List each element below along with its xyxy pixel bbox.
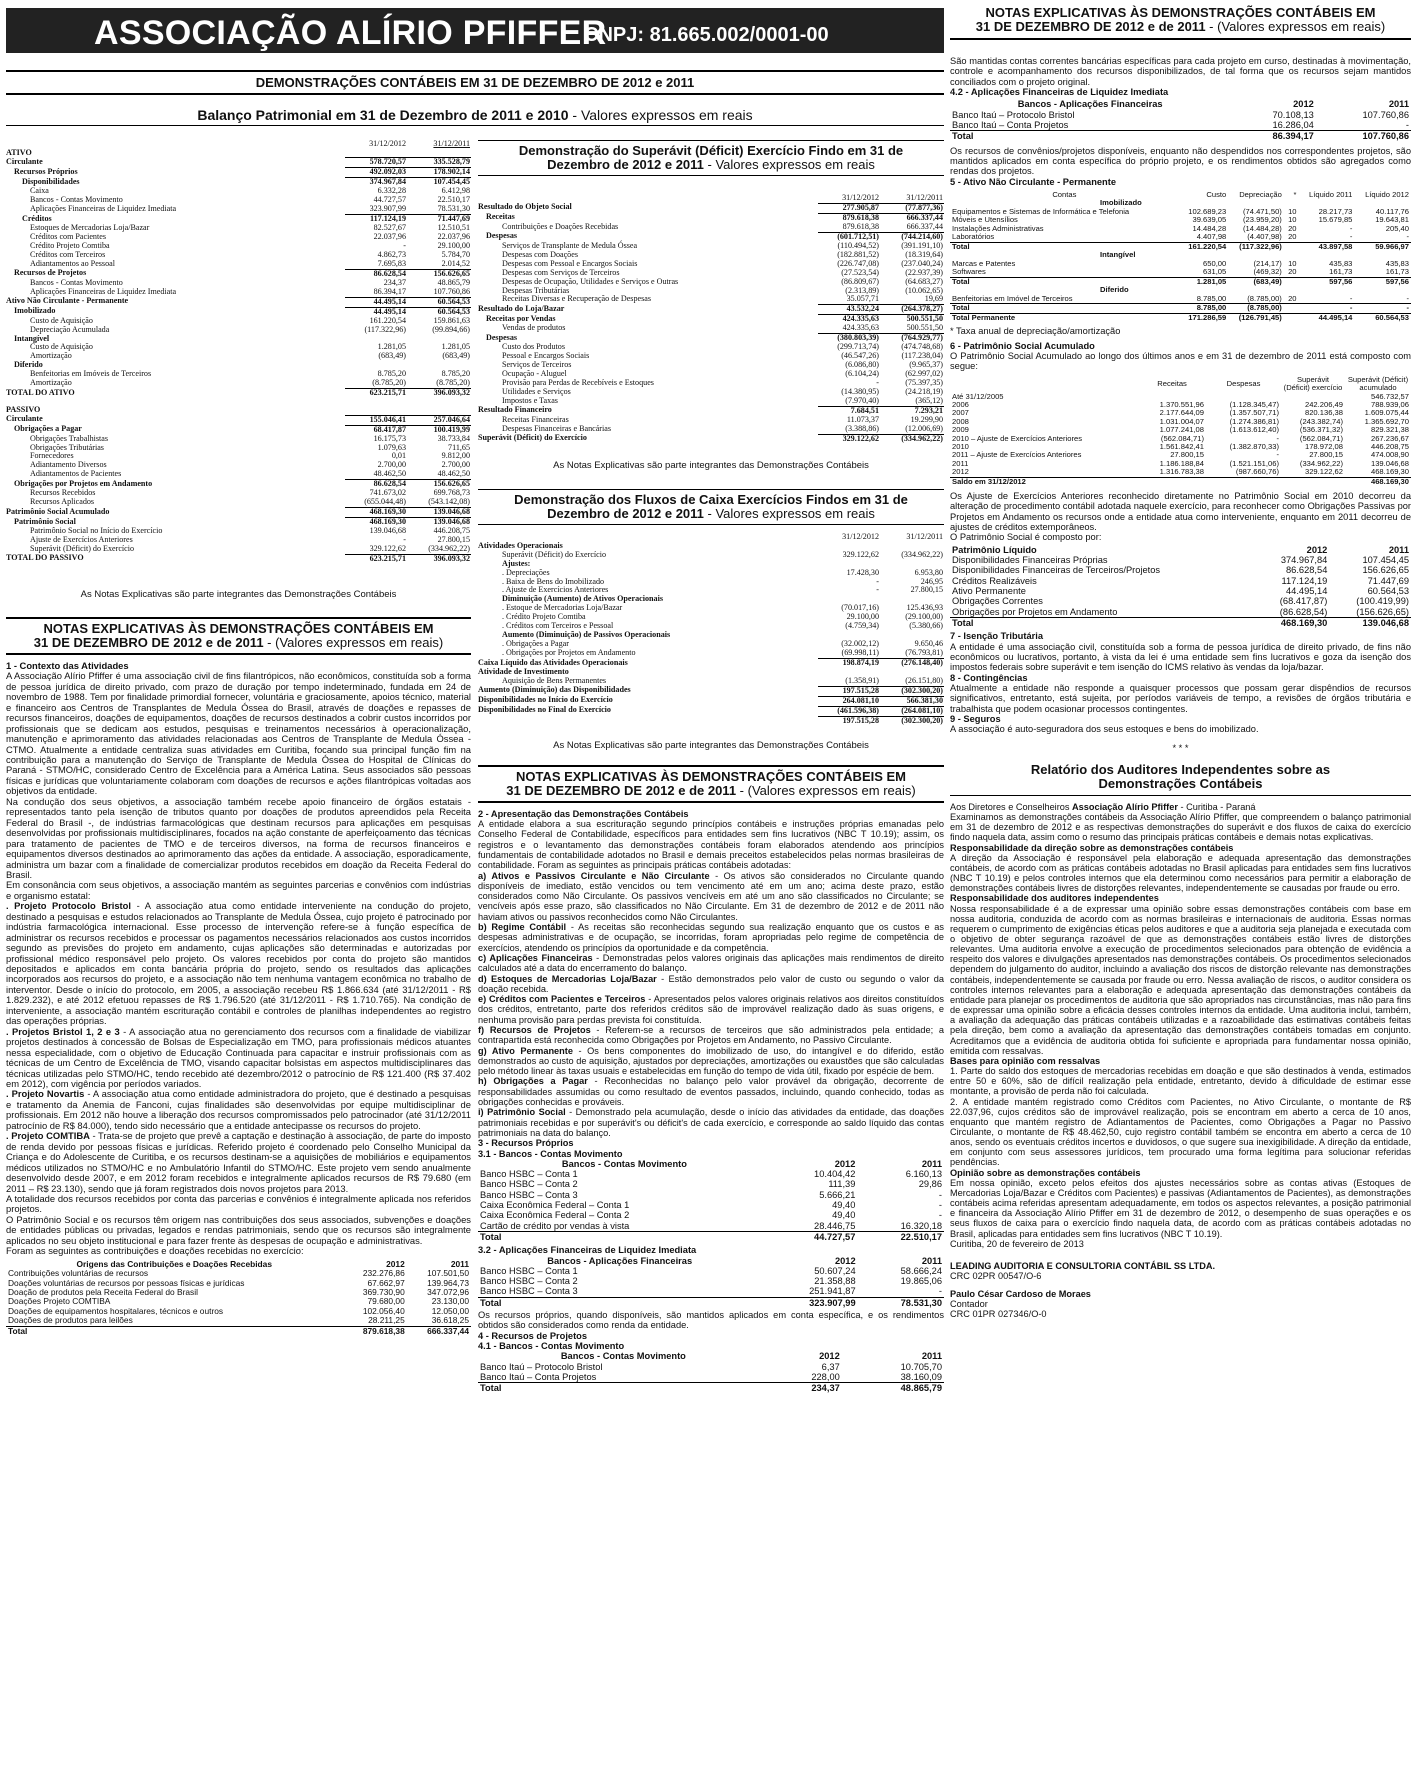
table-row: Despesas com Serviços de Terceiros (27.523,54) (22.937,39) [502,267,943,277]
table-row: Instalações Administrativas 14.484,28 (14.484,28) 20 - 205,40 [952,223,1409,233]
table-row: Custo de Aquisição 1.281,05 1.281,05 [30,342,470,352]
table-row: Custo dos Produtos (299.713,74) (474.748,68) [502,342,943,352]
balance-title-suffix: - Valores expressos em reais [568,107,753,123]
proj-table: Bancos - Contas Movimento 2012 2011 Banco Itaú – Protocolo Bristol 6,37 10.705,70 Banco Itaú – Conta Projetos 228,00 38.160,09 Total 234,37 48.865,79 [480,1351,942,1394]
table-row: TOTAL DO PASSIVO 623.215,71 396.093,32 [6,553,470,563]
table-row: Depreciação Acumulada (117.322,96) (99.894,66) [30,324,470,334]
table-row: Caixa 6.332,28 6.412,98 [30,186,470,196]
table-row: Atividade de Investimento [478,667,569,677]
table-row: Custo de Aquisição 161.220,54 159.861,63 [30,315,470,325]
table-row: Ativo Não Circulante - Permanente 44.495,14 60.564,53 [6,296,470,306]
table-row: Bancos - Contas Movimento 234,37 48.865,79 [30,277,470,287]
table-row: Circulante 578.720,57 335.528,79 [6,156,470,167]
masthead [6,8,944,53]
table-row: Utilidades e Serviços (14.380,95) (24.218,19) [502,387,943,397]
table-row: 2007 2.177.644,09 (1.357.507,71) 820.136,38 1.609.075,44 [952,408,1409,418]
table-row: Aplicações Financeiras de Liquidez Imediata 86.394,17 107.760,86 [30,286,470,296]
notes-right-body: São mantidas contas correntes bancárias específicas para cada projeto em curso, destinadas à movimentação, controle e acompanhamento dos recursos disponibilizados, de tal forma que os recursos sejam mantidos conciliados com o projeto original. 4.2 - Aplicações Financeiras de Liquidez Imediata [950,56,1411,98]
table-row: Total 323.907,99 78.531,30 [480,1297,942,1308]
table-row: Superávit (Déficit) do Exercício 329.122,62 (334.962,22) [478,433,943,443]
cnpj: CNPJ: 81.665.002/0001-00 [584,24,829,46]
table-row: Despesas de Ocupação, Utilidades e Serviços e Outras (86.809,67) (64.683,27) [502,276,943,286]
table-row: Créditos 117.124,19 71.447,69 [22,213,470,224]
table-row: Doações de produtos para leilões 28.211,25 36.618,25 [8,1315,469,1326]
auditors-title: Relatório dos Auditores Independentes sobre as [1030,761,1331,777]
table-row: Receitas 879.618,38 666.337,44 [486,212,943,222]
table-row: Amortização (683,49) (683,49) [30,351,470,361]
table-row: Receitas por Vendas 424.335,63 500.551,50 [486,313,943,324]
table-row: Circulante 155.046,41 257.046,64 [6,414,470,424]
table-row: Banco HSBC – Conta 3 251.941,87 - [480,1286,942,1297]
table-row: Total Permanente 171.286,59 (126.791,45) 44.495,14 60.564,53 [952,312,1409,322]
table-row: Ativo Permanente 44.495,14 60.564,53 [952,586,1409,596]
table-row: Banco Itaú – Conta Projetos 16.286,04 - [952,119,1409,130]
table-row: Créditos Realizáveis 117.124,19 71.447,69 [952,575,1409,586]
table-row: . Obrigações por Projetos em Andamento (69.998,11) (76.793,81) [502,648,943,658]
main-title-block [6,70,944,95]
table-row: Caixa Econômica Federal – Conta 1 49,40 - [480,1200,942,1211]
association-name: ASSOCIAÇÃO ALÍRIO PFIFFER [94,14,607,52]
table-row: Intangível [14,333,50,343]
table-row: Obrigações Trabalhistas 16.175,73 38.733,84 [30,433,470,443]
surplus-table: 31/12/2012 31/12/2011 Resultado do Objeto Social 277.905,87 (77.877,36) Receitas 879.618,38 666.337,44 Contribuições e Doações Recebidas 879.618,38 666.337,44 Despesas (601.712,51) (744.214,60) Serviços de Transplante de Medula Óssea (110.494,52) (391.191,10) Despesas com Doações (182.881,52) (18.319,64) Despesas com Pessoal e Encargos Sociais (226.747,08) (237.040,24) Despesas com Serviços de Terceiros (27.523,54) (22.937,39) Despesas de Ocupação, Utilidades e Serviços e Outras (86.809,67) (64.683,27) Despesas Tributárias (2.313,89) (10.062,65) Receitas Diversas e Recuperação de Despesas 35.057,71 19,69 Resultado do Loja/Bazar 43.532,24 (264.378,27) Receitas por Vendas 424.335,63 500.551,50 Vendas de produtos 424.335,63 500.551,50 Despesas (380.803,39) (764.929,77) Custo dos Produtos (299.713,74) (474.748,68) Pessoal e Encargos Sociais (46.547,26) (117.238,04) Serviços de Terceiros (6.086,80) (9.965,37) Ocupação - Aluguel (6.104,24) (62.997,02) Provisão para Perdas de Recebíveis e Estoques - (75.397,35) Utilidades e Serviços (14.380,95) (24.218,19) Impostos e Taxas (7.970,40) (365,12) Resultado Financeiro 7.684,51 7.293,21 Receitas Financeiras 11.073,37 19.299,90 Despesas Financeiras e Bancárias (3.388,86) (12.006,69) Superávit (Déficit) do Exercício 329.122,62 (334.962,22) [478,193,943,443]
notes-mid-body: 2 - Apresentação das Demonstrações Contábeis A entidade elabora a sua escrituração segundo princípios contábeis e instruções próprias emanadas pelo Conselho Federal de Contabilidade, específicos para entidades sem fins lucrativos (NBC T 10.19); assim, os registros e o levantamento das demonstrações contábeis foram elaborados atendendo aos princípios fundamentais de contabilidade adotados no Brasil e demais preceitos estabelecidos pelas normas brasileiras de contabilidade. Foram as seguintes as principais práticas contábeis adotadas: a) Ativos e Passivos Circulante e Não Circulante - Os ativos são considerados no Circulante quando disponíveis de imediato, estão vencidos ou tem vencimento até em um ano; acima deste prazo, estão considerados como Não Circulante. Os passivos vencíveis em até um ano são classificados no Circulante; se vencíveis após esse prazo, são classificados no Não Circulante. Em 31 de dezembro de 2012 e de 2011 não haviam ativos ou passivos reconhecidos como Não Circulantes. b) Regime Contábil - As receitas são reconhecidas segundo sua realização enquanto que os custos e as despesas administrativas e de ocupação, se incorridas, foram apropriadas pelo regime de competência de exercícios, atendendo os princípios da oportunidade e da competência. c) Aplicações Financeiras - Demonstradas pelos valores originais das aplicações mais rendimentos de direito calculados até a data do encerramento do balanço. d) Estoques de Mercadorias Loja/Bazar - Estão demonstrados pelo valor de custo ou segundo o valor da doação recebida. e) Créditos com Pacientes e Terceiros - Apresentados pelos valores originais relativos aos direitos constituídos dos créditos, entretanto, parte dos referidos créditos são de improvável realização dado às suas origens, e nenhuma provisão para perdas prevista foi constituída. f) Recursos de Projetos - Referem-se a recursos de terceiros que são administrados pela entidade; a contrapartida está reconhecida como Obrigações por Projetos em Andamento, no Passivo Circulante. g) Ativo Permanente - Os bens componentes do imobilizado de uso, do intangível e do diferido, estão demonstrados ao custo de aquisição, ajustados por depreciações, amortizações ou exaustões que são calculadas pelo método linear às taxas usuais e estabelecidas em função do tempo de vida útil, fixado por espécie de bem. h) Obrigações a Pagar - Reconhecidas no balanço pelo valor provável da obrigação, decorrente de responsabilidades assumidas ou como resultado de eventos passados, incluindo, quando conhecido, todas as obrigações conhecidas e prováveis. i) Patrimônio Social - Demonstrado pela acumulação, desde o início das atividades da entidade, das doações patrimoniais recebidas e por superávit's ou déficit's de cada exercício, e corresponde ao saldo líquido das contas patrimoniais na data do balanço. 3 - Recursos Próprios 3.1 - Bancos - Contas Movimento [478,808,944,1159]
cashflow-table: 31/12/2012 31/12/2011 Atividades Operacionais Superávit (Déficit) do Exercício 329.122,62 (334.962,22) Ajustes: . Depreciações 17.428,30 6.953,80 . Baixa de Bens do Imobilizado - 246,95 . Ajuste de Exercícios Anteriores - 27.800,15 Diminuição (Aumento) de Ativos Operacionais . Estoque de Mercadorias Loja/Bazar (70.017,16) 125.436,93 . Crédito Projeto Comtiba 29.100,00 (29.100,00) . Créditos com Terceiros e Pessoal (4.759,34) (5.380,66) Aumento (Diminuição) de Passivos Operacionais . Obrigações a Pagar (32.002,12) 9.650,46 . Obrigações por Projetos em Andamento (69.998,11) (76.793,81) Caixa Líquido das Atividades Operacionais 198.874,19 (276.148,40) Atividade de Investimento Aquisição de Bens Permanentes (1.358,91) (26.151,80) Aumento (Diminuição) das Disponibilidades 197.515,28 (302.300,20) Disponibilidades no Início do Exercício 264.081,10 566.381,30 Disponibilidades no Final do Exercício (461.596,38) (264.081,10) 197.515,28 (302.300,20) [478,531,943,725]
table-row: Adiantamentos de Pacientes 48.462,50 48.462,50 [30,469,470,479]
table-row: Provisão para Perdas de Recebíveis e Estoques - (75.397,35) [502,378,943,388]
table-row: Ajuste de Exercícios Anteriores - 27.800,15 [30,535,470,545]
table-row: . Obrigações a Pagar (32.002,12) 9.650,46 [502,639,943,649]
table-row: Banco Itaú – Protocolo Bristol 6,37 10.705,70 [480,1361,942,1372]
table-row: 2006 1.370.551,96 (1.128.345,47) 242.206,49 788.939,06 [952,400,1409,410]
table-row: Diminuição (Aumento) de Ativos Operacionais [502,594,663,604]
table-row: Banco Itaú – Protocolo Bristol 70.108,13 107.760,86 [952,109,1409,120]
table-row: Bancos - Contas Movimento 44.727,57 22.510,17 [30,195,470,205]
auditor-firm: LEADING AUDITORIA E CONSULTORIA CONTÁBIL SS LTDA. [950,1260,1216,1271]
table-row: Disponibilidades no Final do Exercício (461.596,38) (264.081,10) [478,705,943,715]
table-row: Despesas com Pessoal e Encargos Sociais (226.747,08) (237.040,24) [502,258,943,268]
table-row: Contribuições voluntárias de recursos 232.276,86 107.501,50 [8,1268,469,1279]
table-row: Recursos de Projetos 86.628,54 156.626,65 [14,268,470,278]
table-row: Resultado do Objeto Social 277.905,87 (77.877,36) [478,202,943,212]
table-row: Saldo em 31/12/2012 468.169,30 [952,476,1409,486]
table-row: Imobilizado 44.495,14 60.564,53 [14,306,470,316]
table-row: Despesas (380.803,39) (764.929,77) [486,332,943,343]
table-row: Banco HSBC – Conta 2 111,39 29,86 [480,1179,942,1190]
auditors-body: Aos Diretores e Conselheiros Associação Alírio Pfiffer - Curitiba - Paraná Examinamos as demonstrações contábeis da Associação Alírio Pfiffer, que compreendem o balanço patrimonial em 31 de dezembro de 2012 e as respectivas demonstrações do superávit e dos fluxos de caixa do exercício findo naquela data, assim como o resumo das principais práticas contábeis e demais notas explicativas. Responsabilidade da direção sobre as demonstrações contábeis A direção da Associação é responsável pela elaboração e adequada apresentação das demonstrações contábeis, de acordo com as práticas contábeis adotadas no Brasil aplicadas para entidades sem fins lucrativos (NBC T 10.19) e pelos controles internos que ela determinou como necessários para permitir a elaboração de demonstrações contábeis livres de distorções relevantes, independentemente se causadas por fraude ou erro. Responsabilidade dos auditores independentes Nossa responsabilidade é a de expressar uma opinião sobre essas demonstrações contábeis com base em nossa auditoria, conduzida de acordo com as normas brasileiras e internacionais de auditoria. Essas normas requerem o cumprimento de exigências éticas pelos auditores e que a auditoria seja planejada e executada com o objetivo de obter segurança razoável de que as demonstrações contábeis estão livres de distorções relevantes. Uma auditoria envolve a execução de procedimentos selecionados para obtenção de evidência a respeito dos valores e divulgações apresentados nas demonstrações contábeis. Os procedimentos selecionados dependem do julgamento do auditor, incluindo a avaliação dos riscos de distorção relevante nas demonstrações contábeis, independentemente se causada por fraude ou erro. Nessa avaliação de riscos, o auditor considera os controles internos relevantes para a elaboração e adequada apresentação das demonstrações contábeis da entidade para planejar os procedimentos de auditoria que são apropriados nas circunstâncias, mas não para fins de expressar uma opinião sobre a eficácia desses controles internos da entidade. Uma auditoria inclui, também, a avaliação da adequação das práticas contábeis utilizadas e a razoabilidade das estimativas contábeis feitas pela direção, bem como a avaliação da apresentação das demonstrações contábeis tomadas em conjunto. Acreditamos que a evidência de auditoria obtida foi suficiente e apropriada para fundamentar nossa opinião, emitida com ressalvas. Bases para opinião com ressalvas 1. Parte do saldo dos estoques de mercadorias recebidas em doação e que são destinados à venda, estimados entre 50 e 60%, são de difícil realização pela entidade, entretanto, devido à dificuldade de estimar esse montante, a provisão de perda não foi calculada. 2. A entidade mantém registrado como Créditos com Pacientes, no Ativo Circulante, o montante de R$ 22.037,96, cujos créditos são de improvável realização, pois se encontram em aberto a cerca de 10 anos, enquanto que mantém registro de Adiantamentos de Pacientes, como Obrigações a Pagar no Passivo Circulante, o montante de R$ 48.462,50, cujo registro contábil também se encontra em aberto a cerca de 10 anos, sendo os eventuais créditos incertos e duvidosos, o que sugere sua inexigibilidade. A direção da entidade, em conjunto com seus assessores jurídicos, tem procurado uma forma legítima para solucionar referidas pendências. Opinião sobre as demonstrações contábeis Em nossa opinião, exceto pelos efeitos dos ajustes necessários sobre as contas ativas (Estoques de Mercadorias Loja/Bazar e Créditos com Pacientes) e passivas (Adiantamentos de Pacientes), as demonstrações contábeis acima referidas apresentam adequadamente, em todos os aspectos relevantes, a posição patrimonial e financeira da Associação Alírio Pfiffer em 31 de dezembro de 2012, o desempenho de suas operações e os seus fluxos de caixa para o exercício findo naquela data, de acordo com as práticas contábeis adotadas no Brasil, aplicadas para entidades sem fins lucrativos (NBC T 10.19). Curitiba, 20 de fevereiro de 2013 LEADING AUDITORIA E CONSULTORIA CONTÁBIL SS LTDA. CRC 02PR 00547/O-6 Paulo César Cardoso de Moraes Contador CRC 01PR 027346/O-0 [950,801,1411,1320]
table-row: Obrigações por Projetos em Andamento (86.628,54) (156.626,65) [952,606,1409,617]
table-row: Patrimônio Social Acumulado 468.169,30 139.046,68 [6,506,470,517]
table-row: Caixa Líquido das Atividades Operacionais 198.874,19 (276.148,40) [478,657,943,668]
table-row: Marcas e Patentes 650,00 (214,17) 10 435,83 435,83 [952,258,1409,268]
table-row: Móveis e Utensílios 39.639,05 (23.959,20) 10 15.679,85 19.643,81 [952,215,1409,225]
table-row: Diferido [1100,285,1129,295]
table-row: Adiantamentos ao Pessoal 7.695,83 2.014,52 [30,258,470,268]
table-row: . Ajuste de Exercícios Anteriores - 27.800,15 [502,585,943,595]
balance-integral-note: As Notas Explicativas são parte integrantes das Demonstrações Contábeis [80,588,397,600]
table-row: Patrimônio Social 468.169,30 139.046,68 [14,516,470,527]
table-row: Obrigações a Pagar 68.417,87 100.419,99 [14,424,470,434]
table-row: Despesas (601.712,51) (744.214,60) [486,231,943,241]
right-column: NOTAS EXPLICATIVAS ÀS DEMONSTRAÇÕES CONTÁBEIS EM 31 DE DEZEMBRO DE 2012 e de 2011 - (Valores expressos em reais) São mantidas contas correntes bancárias específicas para cada projeto em curso, destinadas à movimentação, controle e acompanhamento dos recursos disponibilizados, de tal forma que os recursos sejam mantidos conciliados com o projeto original. 4.2 - Aplicações Financeiras de Liquidez Imediata Bancos - Aplicações Financeiras 2012 2011 Banco Itaú – Protocolo Bristol 70.108,13 107.760,86 Banco Itaú – Conta Projetos 16.286,04 - Total 86.394,17 107.760,86 Os recursos de convênios/projetos disponíveis, enquanto não despendidos nos correspondentes projetos, são mantidos aplicados em conta específica do próprio projeto, e os rendimentos obtidos são agregados como rendas dos projetos. 5 - Ativo Não Circulante - Permanente Contas Custo Depreciação * Líquido 2011 Líquido 2012 Imobilizado Equipamentos e Sistemas de Informática e Telefonia 102.689,23 (74.471,50) 10 28.217,73 40.117,76 Móveis e Utensílios 39.639,05 (23.959,20) 10 15.679,85 19.643,81 Instalações Administrativas 14.484,28 (14.484,28) 20 - 205,40 Laboratórios 4.407,98 (4.407,98) 20 - - Total 161.220,54 (117.322,96) 43.897,58 59.966,97 Intangível Marcas e Patentes 650,00 (214,17) 10 435,83 435,83 Softwares 631,05 (469,32) 20 161,73 161,73 Total 1.281,05 (683,49) 597,56 597,56 Diferido Benfeitorias em Imóvel de Terceiros 8.785,00 (8.785,00) 20 - - Total 8.785,00 (8.785,00) - - Total Permanente 171.286,59 (126.791,45) 44.495,14 60.564,53 * Taxa anual de depreciação/amortização 6 - Patrimônio Social Acumulado O Patrimônio Social Acumulado ao longo dos últimos anos e em 31 de dezembro de 2011 está composto com segue: Receitas Despesas Superávit (Déficit) exercício Superávit (Déficit) acumulado Até 31/12/2005 546.732,57 2006 1.370.551,96 (1.128.345,47) 242.206,49 788.939,06 2007 2.177.644,09 (1.357.507,71) 820.136,38 1.609.075,44 2008 1.031.004,07 (1.274.386,81) (243.382,74) 1.365.692,70 2009 1.077.241,08 (1.613.612,40) (536.371,32) 829.321,38 2010 – Ajuste de Exercícios Anteriores (562.084,71) - (562.084,71) 267.236,67 2010 1.561.842,41 (1.382.870,33) 178.972,08 446.208,75 2011 – Ajuste de Exercícios Anteriores 27.800,15 - 27.800,15 474.008,90 2011 1.186.188,84 (1.521.151,06) (334.962,22) 139.046,68 2012 1.316.783,38 (987.660,76) 329.122,62 468.169,30 Saldo em 31/12/2012 468.169,30 Os Ajuste de Exercícios Anteriores reconhecido diretamente no Patrimônio Social em 2010 decorreu da alteração de procedimento contábil adotada naquele exercício, para reconhecer como Obrigações Passivas por Projetos em Andamento os recursos onde a entidade atua como interveniente, enquanto em 2011 decorreu de ajustes de créditos extemporâneos. O Patrimônio Social é composto por: Patrimônio Líquido 2012 2011 Disponibilidades Financeiras Próprias 374.967,84 107.454,45 Disponibilidades Financeiras de Terceiros/Projetos 86.628,54 156.626,65 Créditos Realizáveis 117.124,19 71.447,69 Ativo Permanente 44.495,14 60.564,53 Obrigações Correntes (68.417,87) (100.419,99) Obrigações por Projetos em Andamento (86.628,54) (156.626,65) Total 468.169,30 139.046,68 7 - Isenção Tributária A entidade é uma associação civil, constituída sob a forma de pessoa jurídica de direito privado, de fins não econômicos ou lucrativos, portanto, à vista da lei é uma entidade sem fins lucrativos e goza da isenção dos impostos federais sobre superávit e tem isenção do ICMS relativo às vendas da loja/bazar. 8 - Contingências Atualmente a entidade não responde a quaisquer processos que possam gerar dispêndios de recursos significativos, entretanto, está sujeita, por períodos variáveis de tempo, a revisões de órgãos tributária e trabalhista que podem ocasionar processos contingentes. 9 - Seguros A associação é auto-seguradora dos seus estoques e bens do imobilizado. * * * Relatório dos Auditores Independentes sobre as Demonstrações Contábeis Aos Diretores e Conselheiros Associação Alírio Pfiffer - Curitiba - Paraná Examinamos as demonstrações contábeis da Associação Alírio Pfiffer, que compreendem o balanço patrimonial em 31 de dezembro de 2012 e as respectivas demonstrações do superávit e dos fluxos de caixa do exercício findo naquela data, assim como o resumo das principais práticas contábeis e demais notas explicativas. Responsabilidade da direção sobre as demonstrações contábeis A direção da Associação é responsável pela elaboração e adequada apresentação das demonstrações contábeis, de acordo com as práticas contábeis adotadas no Brasil aplicadas para entidades sem fins lucrativos (NBC T 10.19) e pelos controles internos que ela determinou como necessários para permitir a elaboração de demonstrações contábeis livres de distorções relevantes, independentemente se causadas por fraude ou erro. Responsabilidade dos auditores independentes Nossa responsabilidade é a de expressar uma opinião sobre essas demonstrações contábeis com base em nossa auditoria, conduzida de acordo com as normas brasileiras e internacionais de auditoria. Essas normas requerem o cumprimento de exigências éticas pelos auditores e que a auditoria seja planejada e executada com o objetivo de obter segurança razoável de que as demonstrações contábeis estão livres de distorções relevantes. Uma auditoria envolve a execução de procedimentos selecionados para obtenção de evidência a respeito dos valores e divulgações apresentados nas demonstrações contábeis. Os procedimentos selecionados dependem do julgamento do auditor, incluindo a avaliação dos riscos de distorção relevante nas demonstrações contábeis, independentemente se causada por fraude ou erro. Nessa avaliação de riscos, o auditor considera os controles internos relevantes para a elaboração e adequada apresentação das demonstrações contábeis da entidade para planejar os procedimentos de auditoria que são apropriados nas circunstâncias, mas não para fins de expressar uma opinião sobre a eficácia desses controles internos da entidade. Uma auditoria inclui, também, a avaliação da adequação das práticas contábeis utilizadas e a razoabilidade das estimativas contábeis feitas pela direção, bem como a avaliação da apresentação das demonstrações contábeis tomadas em conjunto. Acreditamos que a evidência de auditoria obtida foi suficiente e apropriada para fundamentar nossa opinião, emitida com ressalvas. Bases para opinião com ressalvas 1. Parte do saldo dos estoques de mercadorias recebidas em doação e que são destinados à venda, estimados entre 50 e 60%, são de difícil realização pela entidade, entretanto, devido à dificuldade de estimar esse montante, a provisão de perda não foi calculada. 2. A entidade mantém registrado como Créditos com Pacientes, no Ativo Circulante, o montante de R$ 22.037,96, cujos créditos são de improvável realização, pois se encontram em aberto a cerca de 10 anos, enquanto que mantém registro de Adiantamentos de Pacientes, como Obrigações a Pagar no Passivo Circulante, o montante de R$ 48.462,50, cujo registro contábil também se encontra em aberto a cerca de 10 anos, sendo os eventuais créditos incertos e duvidosos, o que sugere sua inexigibilidade. A direção da entidade, em conjunto com seus assessores jurídicos, tem procurado uma forma legítima para solucionar referidas pendências. Opinião sobre as demonstrações contábeis Em nossa opinião, exceto pelos efeitos dos ajustes necessários sobre as contas ativas (Estoques de Mercadorias Loja/Bazar e Créditos com Pacientes) e passivas (Adiantamentos de Pacientes), as demonstrações contábeis acima referidas apresentam adequadamente, em todos os aspectos relevantes, a posição patrimonial e financeira da Associação Alírio Pfiffer em 31 de dezembro de 2012, o desempenho de suas operações e os seus fluxos de caixa para o exercício findo naquela data, de acordo com as práticas contábeis adotadas no Brasil, aplicadas para entidades sem fins lucrativos (NBC T 10.19). Curitiba, 20 de fevereiro de 2013 LEADING AUDITORIA E CONSULTORIA CONTÁBIL SS LTDA. CRC 02PR 00547/O-6 Paulo César Cardoso de Moraes Contador CRC 01PR 027346/O-0 [950,5,1411,1320]
surplus-title: Demonstração do Superávit (Déficit) Exercício Findo em 31 de [518,143,904,158]
table-row: . Depreciações 17.428,30 6.953,80 [502,567,943,577]
table-row: Cartão de crédito por vendas à vista 28.446,75 16.320,18 [480,1220,942,1231]
table-row: 2009 1.077.241,08 (1.613.612,40) (536.371,32) 829.321,38 [952,425,1409,435]
table-row: Despesas Financeiras e Bancárias (3.388,86) (12.006,69) [502,423,943,433]
table-row: Equipamentos e Sistemas de Informática e Telefonia 102.689,23 (74.471,50) 10 28.217,73 40.117,76 [952,206,1409,216]
table-row: PASSIVO [6,405,41,415]
table-row: Receitas Diversas e Recuperação de Despesas 35.057,71 19,69 [502,294,943,304]
table-row: Até 31/12/2005 546.732,57 [952,391,1409,401]
table-row: Doações voluntárias de recursos por pessoas físicas e jurídicas 67.662,97 139.964,73 [8,1277,469,1288]
table-row: Total 86.394,17 107.760,86 [952,131,1409,142]
table-row: Obrigações Correntes (68.417,87) (100.419,99) [952,596,1409,607]
table-row: Adiantamento Diversos 2.700,00 2.700,00 [30,460,470,470]
table-row: Total 8.785,00 (8.785,00) - - [952,303,1409,313]
left-column [6,140,471,1336]
table-row: Benfeitorias em Imóvel de Terceiros 8.785,00 (8.785,00) 20 - - [952,293,1409,303]
table-row: 2010 – Ajuste de Exercícios Anteriores (562.084,71) - (562.084,71) 267.236,67 [952,433,1409,443]
table-row: 2010 1.561.842,41 (1.382.870,33) 178.972,08 446.208,75 [952,442,1409,452]
table-row: TOTAL DO ATIVO 623.215,71 396.093,32 [6,387,470,398]
table-row: Disponibilidades Financeiras de Terceiros/Projetos 86.628,54 156.626,65 [952,565,1409,576]
table-row: Intangível [1100,250,1136,260]
ps-table: Receitas Despesas Superávit (Déficit) exercício Superávit (Déficit) acumulado Até 31/12/2005 546.732,57 2006 1.370.551,96 (1.128.345,47) 242.206,49 788.939,06 2007 2.177.644,09 (1.357.507,71) 820.136,38 1.609.075,44 2008 1.031.004,07 (1.274.386,81) (243.382,74) 1.365.692,70 2009 1.077.241,08 (1.613.612,40) (536.371,32) 829.321,38 2010 – Ajuste de Exercícios Anteriores (562.084,71) - (562.084,71) 267.236,67 2010 1.561.842,41 (1.382.870,33) 178.972,08 446.208,75 2011 – Ajuste de Exercícios Anteriores 27.800,15 - 27.800,15 474.008,90 2011 1.186.188,84 (1.521.151,06) (334.962,22) 139.046,68 2012 1.316.783,38 (987.660,76) 329.122,62 468.169,30 Saldo em 31/12/2012 468.169,30 [952,374,1409,486]
table-row: Vendas de produtos 424.335,63 500.551,50 [502,323,943,333]
table-row: Recursos Recebidos 741.673,02 699.768,73 [30,488,470,498]
table-row: Crédito Projeto Comtiba - 29.100,00 [30,240,470,250]
origins-table: Origens das Contribuições e Doações Recebidas 2012 2011 Contribuições voluntárias de recursos 232.276,86 107.501,50 Doações voluntárias de recursos por pessoas físicas e jurídicas 67.662,97 139.964,73 Doação de produtos pela Receita Federal do Brasil 369.730,90 347.072,96 Doações Projeto COMTIBA 79.680,00 23.130,00 Doações de equipamentos hospitalares, técnicos e outros 102.056,40 12.050,00 Doações de produtos para leilões 28.211,25 36.618,25 Total 879.618,38 666.337,44 [8,1258,469,1336]
table-row: ATIVO [6,147,32,157]
table-row: Resultado Financeiro 7.684,51 7.293,21 [478,405,943,415]
table-row: Patrimônio Social no Início do Exercício 139.046,68 446.208,75 [30,526,470,536]
balance-sheet-table [6,140,471,564]
table-row: . Estoque de Mercadorias Loja/Bazar (70.017,16) 125.436,93 [502,603,943,613]
anc-table: Contas Custo Depreciação * Líquido 2011 Líquido 2012 Imobilizado Equipamentos e Sistemas de Informática e Telefonia 102.689,23 (74.471,50) 10 28.217,73 40.117,76 Móveis e Utensílios 39.639,05 (23.959,20) 10 15.679,85 19.643,81 Instalações Administrativas 14.484,28 (14.484,28) 20 - 205,40 Laboratórios 4.407,98 (4.407,98) 20 - - Total 161.220,54 (117.322,96) 43.897,58 59.966,97 Intangível Marcas e Patentes 650,00 (214,17) 10 435,83 435,83 Softwares 631,05 (469,32) 20 161,73 161,73 Total 1.281,05 (683,49) 597,56 597,56 Diferido Benfeitorias em Imóvel de Terceiros 8.785,00 (8.785,00) 20 - - Total 8.785,00 (8.785,00) - - Total Permanente 171.286,59 (126.791,45) 44.495,14 60.564,53 [952,189,1409,322]
table-row: Ajustes: [502,558,531,568]
table-row: Imobilizado [1100,198,1142,208]
table-row: 2008 1.031.004,07 (1.274.386,81) (243.382,74) 1.365.692,70 [952,416,1409,426]
balance-col2: 31/12/2011 [433,139,470,148]
table-row: Caixa Econômica Federal – Conta 2 49,40 - [480,1210,942,1221]
bank-table: Bancos - Contas Movimento 2012 2011 Banco HSBC – Conta 1 10.404,42 6.160,13 Banco HSBC – Conta 2 111,39 29,86 Banco HSBC – Conta 3 5.666,21 - Caixa Econômica Federal – Conta 1 49,40 - Caixa Econômica Federal – Conta 2 49,40 - Cartão de crédito por vendas à vista 28.446,75 16.320,18 Total 44.727,57 22.510,17 [480,1158,942,1242]
right-apl-table: Bancos - Aplicações Financeiras 2012 2011 Banco Itaú – Protocolo Bristol 70.108,13 107.760,86 Banco Itaú – Conta Projetos 16.286,04 - Total 86.394,17 107.760,86 [952,99,1409,142]
table-row: Amortização (8.785,20) (8.785,20) [30,378,470,388]
table-row: Aquisição de Bens Permanentes (1.358,91) (26.151,80) [502,675,943,685]
balance-title: Balanço Patrimonial em 31 de Dezembro de 2011 e 2010 [197,107,569,123]
table-row: Pessoal e Encargos Sociais (46.547,26) (117.238,04) [502,351,943,361]
table-row: Receitas Financeiras 11.073,37 19.299,90 [502,414,943,424]
notes-right-title: NOTAS EXPLICATIVAS ÀS DEMONSTRAÇÕES CONTÁBEIS EM [985,5,1376,20]
table-row: Disponibilidades 374.967,84 107.454,45 [22,176,470,187]
table-row: Banco HSBC – Conta 1 50.607,24 58.666,24 [480,1265,942,1276]
table-row: Banco HSBC – Conta 3 5.666,21 - [480,1189,942,1200]
table-row: 2011 1.186.188,84 (1.521.151,06) (334.962,22) 139.046,68 [952,458,1409,468]
table-row: Banco HSBC – Conta 2 21.358,88 19.865,06 [480,1276,942,1287]
table-row: Total 234,37 48.865,79 [480,1383,942,1394]
table-row: Despesas com Doações (182.881,52) (18.319,64) [502,249,943,259]
table-row: Benfeitorias em Imóveis de Terceiros 8.785,20 8.785,20 [30,369,470,379]
table-row: Total 468.169,30 139.046,68 [952,617,1409,628]
cashflow-title-block: Demonstração dos Fluxos de Caixa Exercícios Findos em 31 de Dezembro de 2012 e 2011 - Valores expressos em reais [478,489,944,525]
table-row: Créditos com Pacientes 22.037,96 22.037,96 [30,232,470,242]
table-row: Ocupação - Aluguel (6.104,24) (62.997,02) [502,369,943,379]
note1-heading: 1 - Contexto das Atividades [6,659,129,671]
table-row: Banco HSBC – Conta 1 10.404,42 6.160,13 [480,1169,942,1180]
table-row: Diferido [14,360,43,370]
table-row: Obrigações por Projetos em Andamento 86.628,54 156.626,65 [14,478,470,489]
table-row: Doações de equipamentos hospitalares, técnicos e outros 102.056,40 12.050,00 [8,1305,469,1316]
table-row: Disponibilidades Financeiras Próprias 374.967,84 107.454,45 [952,555,1409,566]
table-row: . Crédito Projeto Comtiba 29.100,00 (29.100,00) [502,612,943,622]
middle-column: Demonstração do Superávit (Déficit) Exercício Findo em 31 de Dezembro de 2012 e 2011 - Valores expressos em reais 31/12/2012 31/12/2011 Resultado do Objeto Social 277.905,87 (77.877,36) Receitas 879.618,38 666.337,44 Contribuições e Doações Recebidas 879.618,38 666.337,44 Despesas (601.712,51) (744.214,60) Serviços de Transplante de Medula Óssea (110.494,52) (391.191,10) Despesas com Doações (182.881,52) (18.319,64) Despesas com Pessoal e Encargos Sociais (226.747,08) (237.040,24) Despesas com Serviços de Terceiros (27.523,54) (22.937,39) Despesas de Ocupação, Utilidades e Serviços e Outras (86.809,67) (64.683,27) Despesas Tributárias (2.313,89) (10.062,65) Receitas Diversas e Recuperação de Despesas 35.057,71 19,69 Resultado do Loja/Bazar 43.532,24 (264.378,27) Receitas por Vendas 424.335,63 500.551,50 Vendas de produtos 424.335,63 500.551,50 Despesas (380.803,39) (764.929,77) Custo dos Produtos (299.713,74) (474.748,68) Pessoal e Encargos Sociais (46.547,26) (117.238,04) Serviços de Terceiros (6.086,80) (9.965,37) Ocupação - Aluguel (6.104,24) (62.997,02) Provisão para Perdas de Recebíveis e Estoques - (75.397,35) Utilidades e Serviços (14.380,95) (24.218,19) Impostos e Taxas (7.970,40) (365,12) Resultado Financeiro 7.684,51 7.293,21 Receitas Financeiras 11.073,37 19.299,90 Despesas Financeiras e Bancárias (3.388,86) (12.006,69) Superávit (Déficit) do Exercício 329.122,62 (334.962,22) As Notas Explicativas são parte integrantes das Demonstrações Contábeis Demonstração dos Fluxos de Caixa Exercícios Findos em 31 de Dezembro de 2012 e 2011 - Valores expressos em reais 31/12/2012 31/12/2011 Atividades Operacionais Superávit (Déficit) do Exercício 329.122,62 (334.962,22) Ajustes: . Depreciações 17.428,30 6.953,80 . Baixa de Bens do Imobilizado - 246,95 . Ajuste de Exercícios Anteriores - 27.800,15 Diminuição (Aumento) de Ativos Operacionais . Estoque de Mercadorias Loja/Bazar (70.017,16) 125.436,93 . Crédito Projeto Comtiba 29.100,00 (29.100,00) . Créditos com Terceiros e Pessoal (4.759,34) (5.380,66) Aumento (Diminuição) de Passivos Operacionais . Obrigações a Pagar (32.002,12) 9.650,46 . Obrigações por Projetos em Andamento (69.998,11) (76.793,81) Caixa Líquido das Atividades Operacionais 198.874,19 (276.148,40) Atividade de Investimento Aquisição de Bens Permanentes (1.358,91) (26.151,80) Aumento (Diminuição) das Disponibilidades 197.515,28 (302.300,20) Disponibilidades no Início do Exercício 264.081,10 566.381,30 Disponibilidades no Final do Exercício (461.596,38) (264.081,10) 197.515,28 (302.300,20) As Notas Explicativas são parte integrantes das Demonstrações Contábeis NOTAS EXPLICATIVAS ÀS DEMONSTRAÇÕES CONTÁBEIS EM 31 DE DEZEMBRO DE 2012 e de 2011 - (Valores expressos em reais) 2 - Apresentação das Demonstrações Contábeis A entidade elabora a sua escrituração segundo princípios contábeis e instruções próprias emanadas pelo Conselho Federal de Contabilidade, específicos para entidades sem fins lucrativos (NBC T 10.19); assim, os registros e o levantamento das demonstrações contábeis foram elaborados atendendo aos princípios fundamentais de contabilidade adotados no Brasil e demais preceitos estabelecidos pelas normas brasileiras de contabilidade. Foram as seguintes as principais práticas contábeis adotadas: a) Ativos e Passivos Circulante e Não Circulante - Os ativos são considerados no Circulante quando disponíveis de imediato, estão vencidos ou tem vencimento até em um ano; acima deste prazo, estão considerados como Não Circulante. Os passivos vencíveis em até um ano são classificados no Circulante; se vencíveis após esse prazo, são classificados no Não Circulante. Em 31 de dezembro de 2012 e de 2011 não haviam ativos ou passivos reconhecidos como Não Circulantes. b) Regime Contábil - As receitas são reconhecidas segundo sua realização enquanto que os custos e as despesas administrativas e de ocupação, se incorridas, foram apropriadas pelo regime de competência de exercícios, atendendo os princípios da oportunidade e da competência. c) Aplicações Financeiras - Demonstradas pelos valores originais das aplicações mais rendimentos de direito calculados até a data do encerramento do balanço. d) Estoques de Mercadorias Loja/Bazar - Estão demonstrados pelo valor de custo ou segundo o valor da doação recebida. e) Créditos com Pacientes e Terceiros - Apresentados pelos valores originais relativos aos direitos constituídos dos créditos, entretanto, parte dos referidos créditos são de improvável realização dado às suas origens, e nenhuma provisão para perdas prevista foi constituída. f) Recursos de Projetos - Referem-se a recursos de terceiros que são administrados pela entidade; a contrapartida está reconhecida como Obrigações por Projetos em Andamento, no Passivo Circulante. g) Ativo Permanente - Os bens componentes do imobilizado de uso, do intangível e do diferido, estão demonstrados ao custo de aquisição, ajustados por depreciações, amortizações ou exaustões que são calculadas pelo método linear às taxas usuais e estabelecidas em função do tempo de vida útil, fixado por espécie de bem. h) Obrigações a Pagar - Reconhecidas no balanço pelo valor provável da obrigação, decorrente de responsabilidades assumidas ou como resultado de eventos passados, incluindo, quando conhecido, todas as obrigações conhecidas e prováveis. i) Patrimônio Social - Demonstrado pela acumulação, desde o início das atividades da entidade, das doações patrimoniais recebidas e por superávit's ou déficit's de cada exercício, e corresponde ao saldo líquido das contas patrimoniais na data do balanço. 3 - Recursos Próprios 3.1 - Bancos - Contas Movimento Bancos - Contas Movimento 2012 2011 Banco HSBC – Conta 1 10.404,42 6.160,13 Banco HSBC – Conta 2 111,39 29,86 Banco HSBC – Conta 3 5.666,21 - Caixa Econômica Federal – Conta 1 49,40 - Caixa Econômica Federal – Conta 2 49,40 - Cartão de crédito por vendas à vista 28.446,75 16.320,18 Total 44.727,57 22.510,17 3.2 - Aplicações Financeiras de Liquidez Imediata Bancos - Aplicações Financeiras 2012 2011 Banco HSBC – Conta 1 50.607,24 58.666,24 Banco HSBC – Conta 2 21.358,88 19.865,06 Banco HSBC – Conta 3 251.941,87 - Total 323.907,99 78.531,30 Os recursos próprios, quando disponíveis, são mantidos aplicados em conta específica, e os rendimentos obtidos são considerados como renda da entidade. 4 - Recursos de Projetos 4.1 - Bancos - Contas Movimento Bancos - Contas Movimento 2012 2011 Banco Itaú – Protocolo Bristol 6,37 10.705,70 Banco Itaú – Conta Projetos 228,00 38.160,09 Total 234,37 48.865,79 [478,140,944,1394]
table-row: Doação de produtos pela Receita Federal do Brasil 369.730,90 347.072,96 [8,1286,469,1297]
apl-table: Bancos - Aplicações Financeiras 2012 2011 Banco HSBC – Conta 1 50.607,24 58.666,24 Banco HSBC – Conta 2 21.358,88 19.865,06 Banco HSBC – Conta 3 251.941,87 - Total 323.907,99 78.531,30 [480,1255,942,1308]
accountant-name: Paulo César Cardoso de Moraes [950,1289,1091,1300]
table-row: Superávit (Déficit) do Exercício 329.122,62 (334.962,22) [30,543,470,553]
table-row: Total 161.220,54 (117.322,96) 43.897,58 59.966,97 [952,241,1409,251]
pl-table: Patrimônio Líquido 2012 2011 Disponibilidades Financeiras Próprias 374.967,84 107.454,45 Disponibilidades Financeiras de Terceiros/Projetos 86.628,54 156.626,65 Créditos Realizáveis 117.124,19 71.447,69 Ativo Permanente 44.495,14 60.564,53 Obrigações Correntes (68.417,87) (100.419,99) Obrigações por Projetos em Andamento (86.628,54) (156.626,65) Total 468.169,30 139.046,68 [952,544,1409,628]
table-row: 197.515,28 (302.300,20) [478,716,944,725]
table-row: Obrigações Tributárias 1.079,63 711,65 [30,442,470,452]
table-row: Despesas Tributárias (2.313,89) (10.062,65) [502,285,943,295]
table-row: Recursos Aplicados (655.044,48) (543.142,08) [30,497,470,507]
table-row: Superávit (Déficit) do Exercício 329.122,62 (334.962,22) [502,549,943,559]
table-row: Impostos e Taxas (7.970,40) (365,12) [502,395,943,405]
cashflow-integral-note: As Notas Explicativas são parte integrantes das Demonstrações Contábeis [553,739,869,751]
table-row: Laboratórios 4.407,98 (4.407,98) 20 - - [952,232,1409,242]
table-row: Aplicações Financeiras de Liquidez Imediata 323.907,99 78.531,30 [30,204,470,214]
table-row: Total 44.727,57 22.510,17 [480,1231,942,1242]
table-row: Aumento (Diminuição) de Passivos Operacionais [502,630,671,640]
table-row: Disponibilidades no Início do Exercício 264.081,10 566.381,30 [478,695,943,705]
notes-left-title: NOTAS EXPLICATIVAS ÀS DEMONSTRAÇÕES CONTÁBEIS EM 31 DE DEZEMBRO DE 2012 e de 2011 - (Valores expressos em reais) [6,617,471,655]
table-row: Doações Projeto COMTIBA 79.680,00 23.130,00 [8,1296,469,1307]
table-row: Aumento (Diminuição) das Disponibilidades 197.515,28 (302.300,20) [478,685,943,695]
table-row: Banco Itaú – Conta Projetos 228,00 38.160,09 [480,1372,942,1383]
table-row: Estoques de Mercadorias Loja/Bazar 82.527,67 12.510,51 [30,223,470,233]
table-row: Softwares 631,05 (469,32) 20 161,73 161,73 [952,267,1409,277]
table-row: Total 1.281,05 (683,49) 597,56 597,56 [952,276,1409,286]
table-row: Atividades Operacionais [478,540,563,550]
table-row: Fornecedores 0,01 9.812,00 [30,451,470,461]
notes-mid-title: NOTAS EXPLICATIVAS ÀS DEMONSTRAÇÕES CONTÁBEIS EM 31 DE DEZEMBRO DE 2012 e de 2011 - (Valores expressos em reais) [478,765,944,803]
table-row: Recursos Próprios 492.092,03 178.902,14 [14,166,470,177]
surplus-integral-note: As Notas Explicativas são parte integrantes das Demonstrações Contábeis [553,459,869,471]
table-row: Resultado do Loja/Bazar 43.532,24 (264.378,27) [478,303,943,314]
main-title: DEMONSTRAÇÕES CONTÁBEIS EM 31 DE DEZEMBRO DE 2012 e 2011 [255,75,695,90]
table-row: . Baixa de Bens do Imobilizado - 246,95 [502,576,943,586]
balance-col1: 31/12/2012 [369,139,406,148]
table-row: 2012 1.316.783,38 (987.660,76) 329.122,62 468.169,30 [952,467,1409,477]
table-row: Serviços de Terceiros (6.086,80) (9.965,37) [502,360,943,370]
table-row: Total 879.618,38 666.337,44 [8,1325,469,1336]
table-row: Contribuições e Doações Recebidas 879.618,38 666.337,44 [502,221,943,231]
table-row: Serviços de Transplante de Medula Óssea (110.494,52) (391.191,10) [502,240,943,250]
table-row: 2011 – Ajuste de Exercícios Anteriores 27.800,15 - 27.800,15 474.008,90 [952,450,1409,460]
table-row: . Créditos com Terceiros e Pessoal (4.759,34) (5.380,66) [502,621,943,631]
notes-left-body: 1 - Contexto das Atividades A Associação Alírio Pfiffer é uma associação civil de fins filantrópicos, não econômicos, constituída sob a forma de pessoa jurídica de direito privado, com prazo de duração por tempo indeterminado, fundada em 24 de novembro de 1988. Tem por finalidade primordial fornecer, voluntária e graciosamente, apoios técnico, material e financeiro aos Centros de Transplantes de Medula Óssea do Brasil, através de doações e repasses de recursos financeiros, doações de equipamentos, doações de recursos destinados a cobrir custos incorridos por profissionais que se dedicam aos estudos, pesquisas e treinamentos necessários à operacionalização, manutenção e aprimoramento das atividades relacionadas aos Centros de Transplante de Medula Óssea - CTMO. Atualmente a entidade centraliza suas atividades em Curitiba, focando sua principal função fim na contribuição para a manutenção do Serviço de Transplante de Medula Óssea do Hospital de Clínicas do Paraná - STMO/HC, considerado Centro de Excelência para a América Latina. Seus associados são pessoas físicas e jurídicas que voluntariamente colaboram com doações de recursos e ações filantrópicas voltadas aos objetivos da entidade. Na condução dos seus objetivos, a associação também recebe apoio financeiro de órgãos estatais - representados tanto pela isenção de tributos quanto por doações de produtos apreendidos pela Receita Federal do Brasil -, de indústrias farmacológicas que destinam recursos para aplicações em pesquisas desenvolvidas por profissionais multidisciplinares, focados na ação constante de aperfeiçoamento das técnicas para tratamento de pacientes de TMO e de terceiros diversos, na forma de recursos financeiros e equipamentos diversos destinados ao aprimoramento das ações da entidade. A associação, esporadicamente, administra um bazar com a finalidade de comercializar produtos recebidos em doação da Receita Federal do Brasil. Em consonância com seus objetivos, a associação mantém as seguintes parcerias e convênios com indústrias e organismo estatal: . Projeto Protocolo Bristol - A associação atua como entidade interveniente na condução do projeto, destinado a pesquisas e estudos relacionados ao Transplante de Medula Óssea, cujo projeto é patrocinado por indústria farmacológica internacional. Esse processo de intervenção refere-se à função específica de administrar os recursos recebidos e processar os pagamentos necessários relacionados aos custos incorridos segundo as previsões do projeto em andamento, cujas aplicações são determinadas e autorizadas por profissional médico responsável pelo projeto. Os valores recebidos por conta do projeto são mantidos depositados e aplicados em conta bancária própria do projeto, sendo os resultados das aplicações incorporados aos recursos do projeto, e a associação não tem nenhuma vantagem econômica no trabalho de interventor. Desde o início do protocolo, em 2005, a associação recebeu R$ 1.866.634 (até 31/12/2011 - R$ 1.829.232), e até 2012 efetuou repasses de R$ 1.796.520 (até 31/12/2011 - R$ 1.710.765). Na condição de interveniente, a associação mantém escrituração contábil e controles de planilhas independentes ao registro das operações próprias. . Projetos Bristol 1, 2 e 3 - A associação atua no gerenciamento dos recursos com a finalidade de viabilizar projetos destinados à concessão de Bolsas de Especialização em TMO, para profissionais médicos atuantes nessa especialidade, com o objetivo de Educação Continuada para capacitar e instruir profissionais com as técnicas de um Centro de Excelência de TMO, visando capacitar bolsistas em aspectos multidisciplinares das técnicas utilizadas pelo STMO/HC, tendo recebido até dezembro/2012 o patrocínio de R$ 121.400 (R$ 37.402 em 2012), com vigência por períodos variados. . Projeto Novartis - A associação atua como entidade administradora do projeto, que é destinado a pesquisas e tratamento da Anemia de Fanconi, cujas finalidades são desenvolvidas por equipe multidisciplinar de profissionais. Em 2012 não houve a liberação dos recursos compromissados pelo patrocinador (até 31/12/2011 patrocínio de R$ 84.000), tendo sido necessário que a entidade antecipasse os recursos do projeto. . Projeto COMTIBA - Trata-se de projeto que prevê a captação e destinação à associação, de parte do imposto de renda devido por pessoas físicas e jurídicas. Referido projeto é coordenado pelo Conselho Municipal da Criança e do Adolescente de Curitiba, e os recursos destinam-se a aquisições de mobiliários e equipamentos médicos utilizados no STMO/HC e no Ambulatório Infantil do STMO/HC. Este projeto vem sendo anualmente desenvolvido desde 2007, e em 2012 foram recebidos e integralmente aplicados recursos de R$ 79.680 (em 2011 – R$ 23.130), sendo que já foram registrados dois novos projetos para 2013. A totalidade dos recursos recebidos por conta das parcerias e convênios é integralmente aplicada nos referidos projetos. O Patrimônio Social e os recursos têm origem nas contribuições dos seus associados, subvenções e doações de entidades públicas ou privadas, legados e rendas patrimoniais, sendo que os recursos são integralmente aplicados no seu objeto institucional e para fazer frente às despesas de ocupação e administrativas. Foram as seguintes as contribuições e doações recebidas no exercício: [6,659,471,1257]
balance-title-block [6,108,944,126]
table-row: Créditos com Terceiros 4.862,73 5.784,70 [30,249,470,259]
